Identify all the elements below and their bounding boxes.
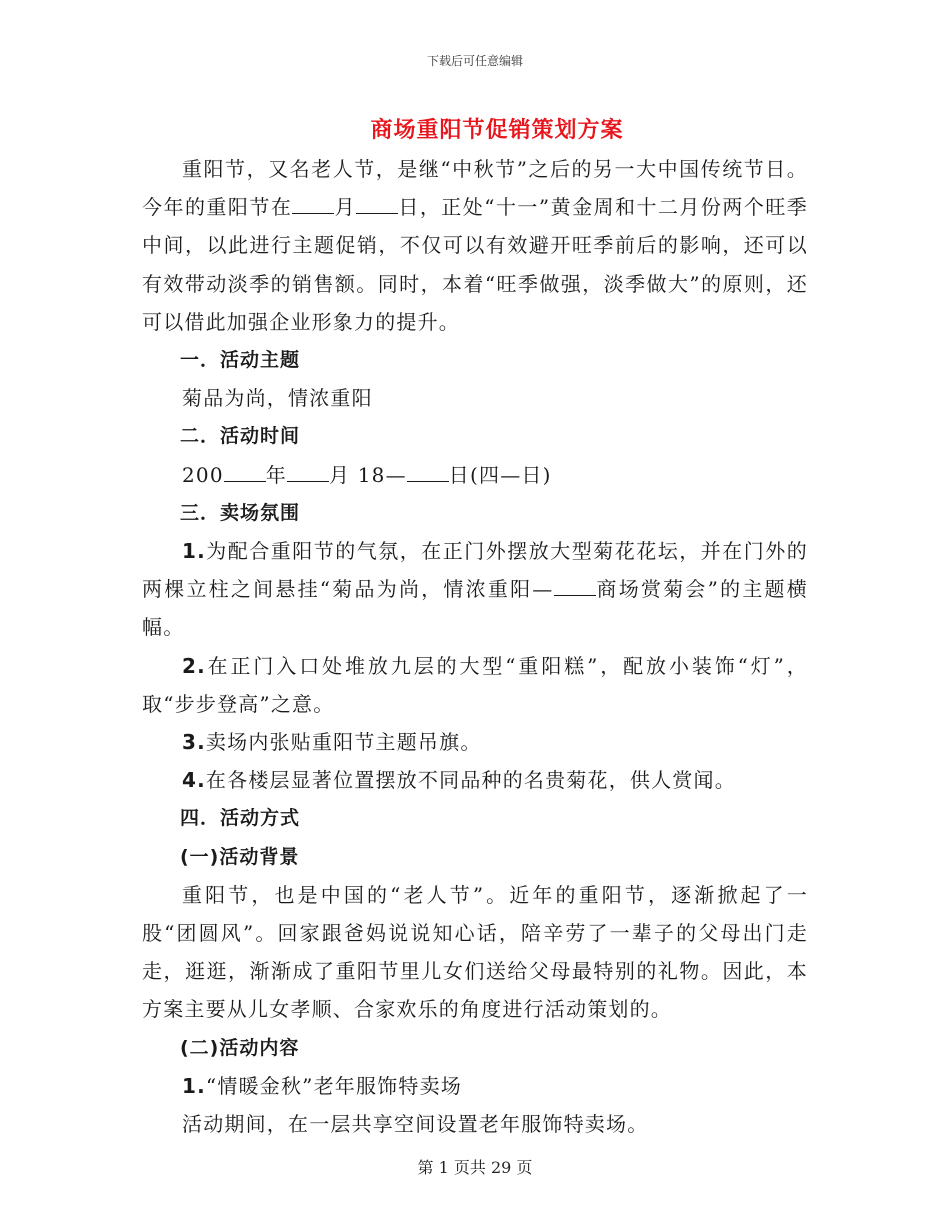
intro-text: 日，正处“十一”黄金周和十二月份两个旺季中间，以此进行主题促销，不仅可以有效避开旺季前后的影响，还可以有效带动淡季的销售额。同时，本着“旺季做强，淡季做大”的原则，还可以借此加强企业形象力的提升。 (142, 195, 809, 334)
background-paragraph: 重阳节，也是中国的“老人节”。近年的重阳节，逐渐掀起了一股“团圆风”。回家跟爸妈说说知心话，陪辛劳了一辈子的父母出门走走，逛逛，渐渐成了重阳节里儿女们送给父母最特别的礼物。因此，本方案主要从儿女孝顺、合家欢乐的角度进行活动策划的。 (142, 882, 808, 1022)
blank-line (356, 195, 398, 214)
item-number: 4. (182, 768, 206, 793)
item-text: 在各楼层显著位置摆放不同品种的名贵菊花，供人赏闻。 (205, 768, 736, 793)
item-text: 在正门入口处堆放九层的大型“重阳糕”，配放小装饰“灯”，取“步步登高”之意。 (142, 653, 808, 716)
document-body (142, 150, 808, 1143)
section-heading-atmosphere: 三．卖场氛围 (180, 501, 301, 524)
time-text: 日(四—日) (448, 462, 552, 487)
content-item-text: 活动期间，在一层共享空间设置老年服饰特卖场。 (182, 1112, 649, 1137)
item-text: “情暖金秋”老年服饰特卖场 (205, 1073, 462, 1098)
blank-line (287, 463, 329, 482)
page-number: 第 1 页共 29 页 (417, 1158, 533, 1177)
blank-line (224, 463, 266, 482)
intro-text: 重阳节，又名老人节，是继“中秋节”之后的另一大中国传统节日。今年的重阳节在 (142, 157, 808, 220)
item-number: 3. (182, 730, 206, 755)
item-number: 2. (182, 653, 206, 678)
item-text: 为配合重阳节的气氛，在正门外摆放大型菊花花坛，并在门外的两棵立柱之间悬挂“菊品为尚，情浓重阳— (142, 539, 808, 602)
blank-line (292, 195, 334, 214)
section-heading-time: 二．活动时间 (180, 425, 301, 448)
item-text: 商场赏菊会”的主题横幅。 (142, 577, 808, 640)
atmosphere-item (142, 723, 808, 761)
item-text: 卖场内张贴重阳节主题吊旗。 (205, 730, 482, 755)
item-number: 1. (182, 1073, 206, 1098)
atmosphere-item (142, 532, 808, 647)
intro-paragraph (142, 150, 808, 341)
time-text: 年 (265, 462, 287, 487)
content-item-title (142, 1067, 808, 1105)
intro-text: 月 (334, 195, 357, 220)
section-heading-theme: 一．活动主题 (180, 349, 301, 372)
atmosphere-item (142, 761, 808, 799)
section-text-time (142, 456, 808, 494)
subsection-heading-content: (二)活动内容 (180, 1036, 300, 1059)
atmosphere-item (142, 647, 808, 723)
item-number: 1. (182, 539, 206, 564)
time-text: 200 (182, 462, 224, 487)
section-heading-method: 四．活动方式 (180, 807, 301, 830)
document-title: 商场重阳节促销策划方案 (370, 117, 624, 143)
subsection-heading-background: (一)活动背景 (180, 845, 300, 868)
blank-line (554, 577, 596, 596)
header-note: 下载后可任意编辑 (426, 54, 523, 68)
section-text-theme: 菊品为尚，情浓重阳 (182, 386, 373, 411)
blank-line (407, 463, 449, 482)
time-text: 月 18— (328, 462, 407, 487)
